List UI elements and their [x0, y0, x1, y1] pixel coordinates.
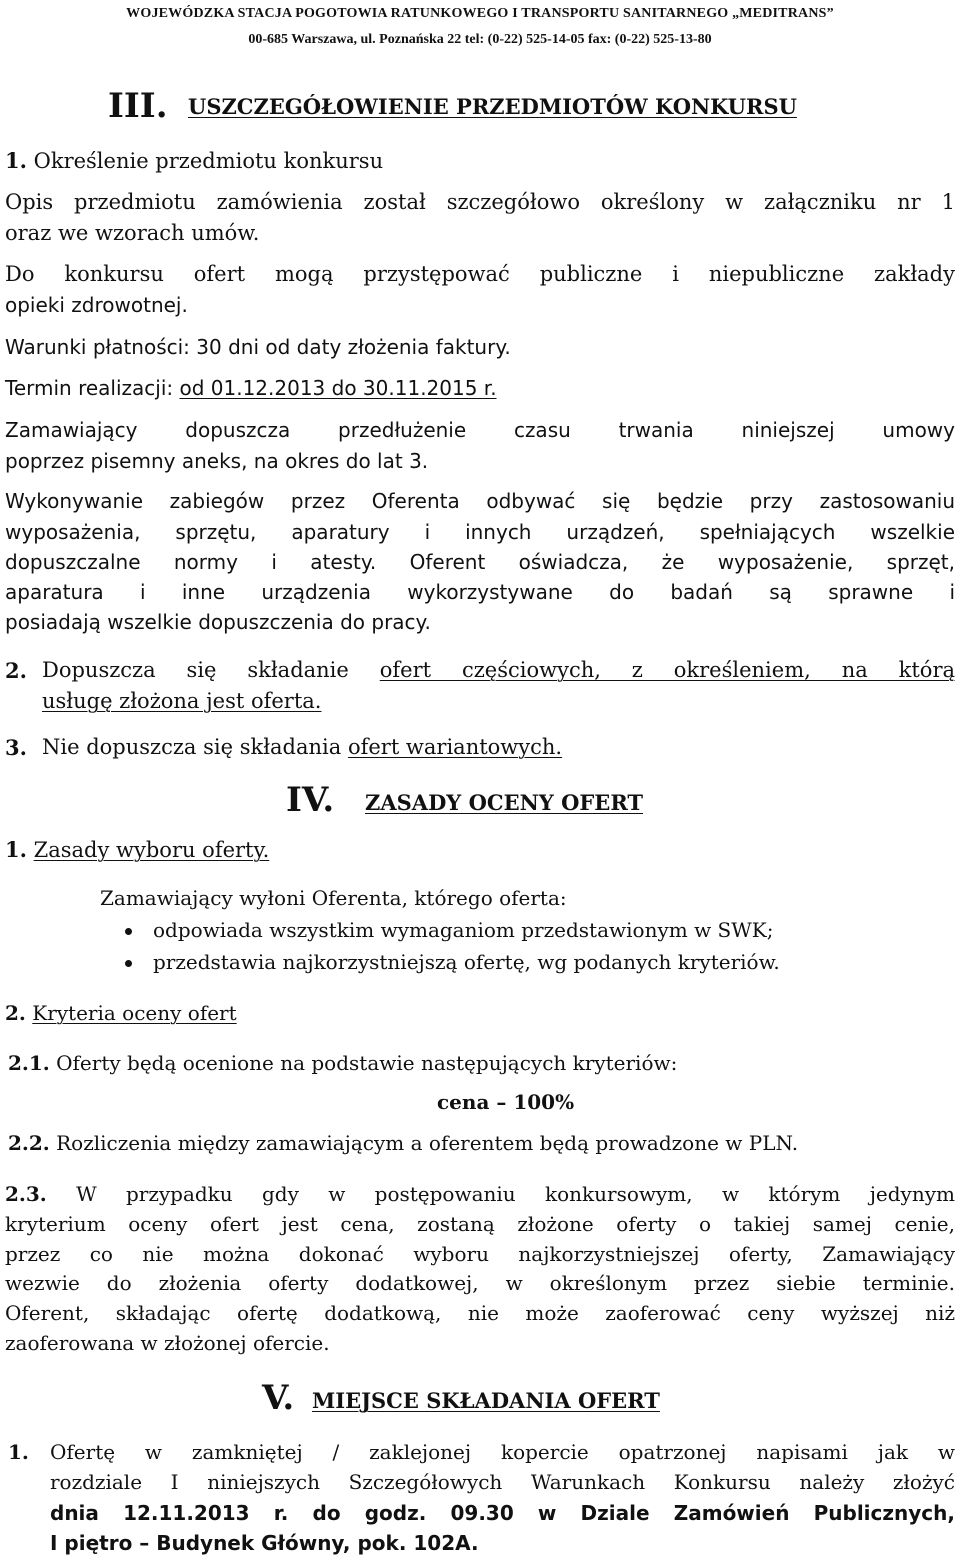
point-3-lead: Nie dopuszcza się składania — [42, 735, 348, 759]
bullet-icon — [125, 960, 132, 967]
point-3-underlined: ofert wariantowych. — [347, 735, 563, 759]
point-2-3-line: wezwie do złożenia oferty dodatkowej, w określonym przez siebie terminie. — [5, 1271, 955, 1295]
section-4-numeral: IV. — [286, 780, 335, 820]
point-2-number: 2. — [5, 658, 27, 683]
access-line: opieki zdrowotnej. — [5, 293, 188, 317]
point-2-3-line: kryterium oceny ofert jest cena, zostaną złożone oferty o takiej samej cenie, — [5, 1212, 955, 1236]
point-2-text — [42, 658, 955, 682]
point-2-underlined-continued: usługę złożona jest oferta. — [42, 689, 322, 713]
point-number: 2.1. — [8, 1051, 50, 1075]
term-value: od 01.12.2013 do 30.11.2015 r. — [179, 376, 497, 400]
realization-term — [5, 376, 955, 400]
point-number: 1. — [5, 837, 27, 862]
section-3-title: USZCZEGÓŁOWIENIE PRZEDMIOTÓW KONKURSU — [188, 94, 797, 119]
equipment-line: posiadają wszelkie dopuszczenia do pracy. — [5, 610, 431, 634]
price-criterion: cena – 100% — [437, 1090, 575, 1114]
point-3-text — [42, 735, 955, 759]
submission-location: I piętro – Budynek Główny, pok. 102A. — [50, 1531, 479, 1555]
point-2-2 — [8, 1131, 955, 1155]
criteria-heading — [5, 1001, 955, 1025]
point-title: Kryteria oceny ofert — [32, 1001, 237, 1025]
selection-heading — [5, 837, 955, 862]
point-2-3-line: Oferent, składając ofertę dodatkową, nie może zaoferować ceny wyższej niż — [5, 1301, 955, 1325]
point-title: Zasady wyboru oferty. — [33, 838, 270, 862]
bullet-item: odpowiada wszystkim wymaganiom przedstawionym w SWK; — [153, 918, 774, 942]
access-line: Do konkursu ofert mogą przystępować publiczne i niepubliczne zakłady — [5, 262, 955, 286]
section-5-numeral: V. — [262, 1378, 295, 1418]
point-number: 1. — [8, 1440, 29, 1464]
point-title: Określenie przedmiotu konkursu — [33, 149, 384, 173]
point-2-3-line: przez co nie można dokonać wyboru najkorzystniejszej oferty, Zamawiający — [5, 1242, 955, 1266]
point-number: 1. — [5, 148, 27, 173]
institution-address: 00-685 Warszawa, ul. Poznańska 22 tel: (0-22) 525-14-05 fax: (0-22) 525-13-80 — [248, 32, 712, 47]
bullet-item: przedstawia najkorzystniejszą ofertę, wg podanych kryteriów. — [153, 950, 780, 974]
point-number: 2. — [5, 1001, 26, 1025]
submission-deadline: dnia 12.11.2013 r. do godz. 09.30 w Dziale Zamówień Publicznych, — [50, 1501, 955, 1525]
equipment-line: dopuszczalne normy i atesty. Oferent oświadcza, że wyposażenie, sprzęt, — [5, 550, 955, 574]
payment-terms: Warunki płatności: 30 dni od daty złożenia faktury. — [5, 335, 511, 359]
point-2-lead: Dopuszcza się składanie — [42, 658, 380, 682]
point-number: 2.2. — [8, 1131, 50, 1155]
point-text: W przypadku gdy w postępowaniu konkursowym, w którym jedynym — [46, 1182, 955, 1206]
equipment-line: Wykonywanie zabiegów przez Oferenta odbywać się będzie przy zastosowaniu — [5, 489, 955, 513]
description-line: Opis przedmiotu zamówienia został szczegółowo określony w załączniku nr 1 — [5, 190, 955, 214]
point-2-3-line — [5, 1182, 955, 1206]
section-3-numeral: III. — [108, 86, 168, 126]
submission-line: Ofertę w zamkniętej / zaklejonej kopercie opatrzonej napisami jak w — [50, 1440, 955, 1464]
point-2-underlined: ofert częściowych, z określeniem, na którą — [379, 658, 956, 682]
bullet-icon — [125, 928, 132, 935]
point-1-heading — [5, 148, 955, 173]
point-text: Oferty będą ocenione na podstawie następujących kryteriów: — [56, 1051, 678, 1075]
section-4-title: ZASADY OCENY OFERT — [365, 790, 644, 815]
point-2-1 — [8, 1051, 955, 1075]
equipment-line: wyposażenia, sprzętu, aparatury i innych urządzeń, spełniających wszelkie — [5, 520, 955, 544]
description-line: oraz we wzorach umów. — [5, 221, 260, 245]
point-text: Rozliczenia między zamawiającym a oferentem będą prowadzone w PLN. — [56, 1131, 799, 1155]
selection-intro: Zamawiający wyłoni Oferenta, którego oferta: — [100, 886, 567, 910]
institution-name: WOJEWÓDZKA STACJA POGOTOWIA RATUNKOWEGO I TRANSPORTU SANITARNEGO „MEDITRANS” — [126, 6, 834, 21]
equipment-line: aparatura i inne urządzenia wykorzystywane do badań są sprawne i — [5, 580, 955, 604]
extension-line: Zamawiający dopuszcza przedłużenie czasu trwania niniejszej umowy — [5, 418, 955, 442]
term-label: Termin realizacji: — [5, 376, 180, 400]
point-number: 2.3. — [5, 1182, 47, 1206]
point-3-number: 3. — [5, 735, 27, 760]
submission-line: rozdziale I niniejszych Szczegółowych Warunkach Konkursu należy złożyć — [50, 1470, 955, 1494]
point-2-3-line: zaoferowana w złożonej ofercie. — [5, 1331, 330, 1355]
extension-line: poprzez pisemny aneks, na okres do lat 3. — [5, 449, 429, 473]
section-5-title: MIEJSCE SKŁADANIA OFERT — [312, 1388, 660, 1413]
